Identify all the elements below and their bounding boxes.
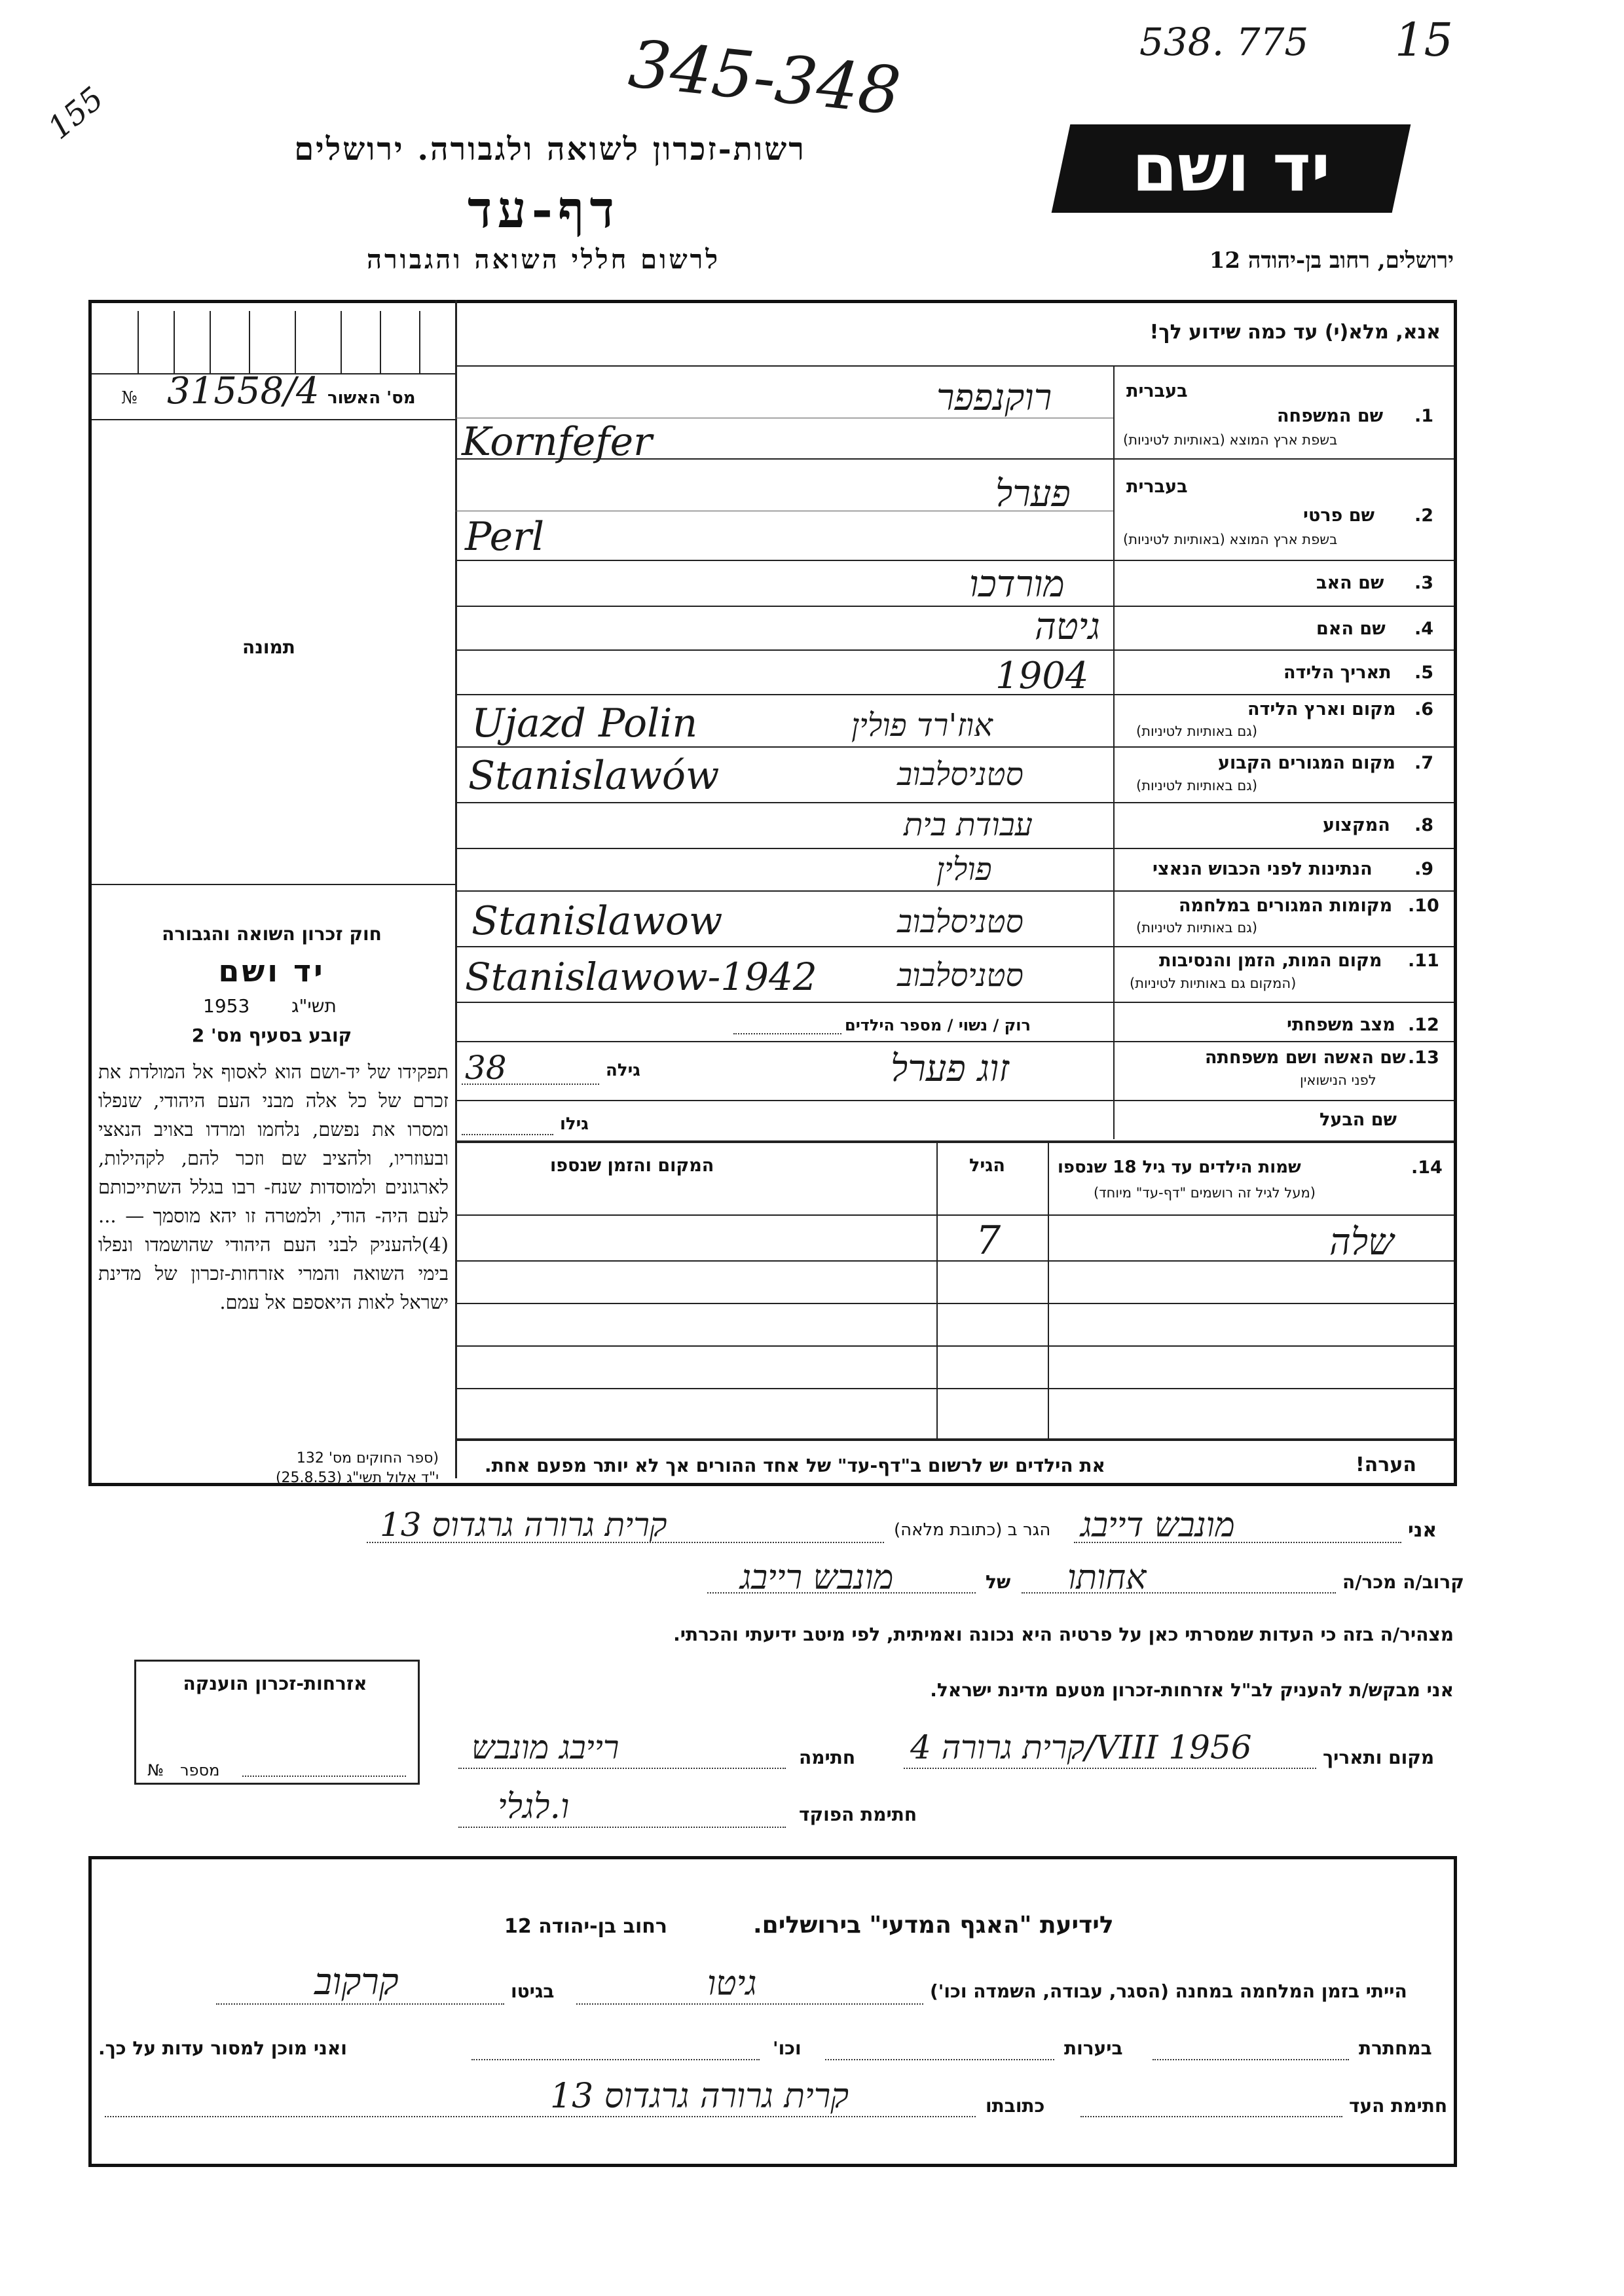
field-8-num: 8. bbox=[1414, 815, 1434, 835]
field-11-label: מקום המות, הזמן והנסיבות bbox=[1159, 951, 1382, 971]
field-10-num: 10. bbox=[1408, 896, 1439, 916]
field-1-heb-value: רוקנפפר bbox=[936, 376, 1052, 419]
field-4-label: שם האם bbox=[1316, 619, 1386, 639]
children-col-place: המקום והזמן שנספו bbox=[550, 1156, 714, 1176]
field-7-latin-value: Stanislawów bbox=[468, 753, 720, 799]
decl-relative-label: קרוב/ה מכר/ה bbox=[1342, 1571, 1464, 1593]
field-1-heb-tag: בעברית bbox=[1126, 381, 1188, 401]
field-5-num: 5. bbox=[1414, 663, 1434, 683]
field-11-latin-value: Stanislawow-1942 bbox=[465, 955, 817, 999]
info-line2-etc: וכו' bbox=[773, 2037, 802, 2059]
corner-page-mark: 15 bbox=[1395, 13, 1454, 67]
field-12-label: מצב משפחתי bbox=[1287, 1015, 1395, 1035]
note-text: את הילדים יש לרשום ב"דף-עד" של אחד ההורים אך לא יותר מפעם אחת. bbox=[485, 1455, 1105, 1476]
info-line1-label: הייתי בזמן המלחמה במחנה (הסגר, עבודה, השמדה וכו') bbox=[930, 1980, 1407, 2002]
husband-label: שם הבעל bbox=[1320, 1110, 1397, 1130]
field-6-value: אוז'רד פולין bbox=[851, 707, 993, 744]
decl-i-label: אני bbox=[1408, 1519, 1437, 1542]
info-address: רחוב בן-יהודה 12 bbox=[504, 1915, 667, 1938]
field-10-sub: (גם באותיות לטיניות) bbox=[1136, 920, 1258, 936]
left-margin-mark: 155 bbox=[41, 80, 111, 147]
field-11-sub: (המקום גם באותיות לטיניות) bbox=[1130, 975, 1297, 991]
info-title: לידיעת "האגף המדעי" בירושלים. bbox=[753, 1912, 1114, 1939]
field-5-label: תאריך הלידה bbox=[1283, 663, 1392, 683]
approval-number: 31558/4 bbox=[167, 370, 320, 412]
field-3-label: שם האב bbox=[1316, 573, 1384, 593]
decl-official-value: ו.לגלי bbox=[498, 1787, 570, 1827]
child-1-name: שלה bbox=[1329, 1221, 1394, 1264]
field-9-num: 9. bbox=[1414, 859, 1434, 879]
field-5-value: 1904 bbox=[995, 655, 1089, 697]
info-line1-value: גיטו bbox=[707, 1964, 757, 2003]
field-7-sub: (גם באותיות לטיניות) bbox=[1136, 778, 1258, 793]
field-11-num: 11. bbox=[1408, 951, 1439, 971]
citizenship-num-label: מספר bbox=[180, 1761, 220, 1779]
field-13-sub: לפני הנישואין bbox=[1300, 1072, 1376, 1088]
children-sub: (מעל לגיל זה רושמים "דף-עד" מיוחד) bbox=[1094, 1185, 1316, 1201]
decl-place-date-label: מקום ותאריך bbox=[1323, 1747, 1435, 1768]
field-1-latin-value: Kornfefer bbox=[462, 419, 652, 465]
field-2-heb-tag: בעברית bbox=[1126, 477, 1188, 497]
field-6-num: 6. bbox=[1414, 699, 1434, 720]
field-1-sub: בשפת ארץ המוצא (באותיות לטיניות) bbox=[1123, 432, 1338, 448]
form-subtitle: לרשום חללי השואה והגבורה bbox=[366, 244, 721, 275]
form-title: דף-עד bbox=[468, 180, 619, 240]
law-body: תפקידו של יד-ושם הוא לאסוף אל המולדת את זכרם של כל אלה מבני העם היהודי, שנפלו ומסרו את נפשם, נלחמו ומרדו באויב הנאצי ובעוזריו, ולהציב שם וזכר להם, לקהילות, לארגונים ולמוסדות שנח- רבו בגלל השתייכותם לעם היה- הודי, ולמטרה זו יהא מוסמך — ...(4)להעניק לבני העם היהודי שהושמדו ונפלו בימי השואה והמרי אזרחות-זכרון של מדינת ישראל לאות היאספם אל עמם. bbox=[98, 1061, 449, 1313]
info-ghetto-label: בגיטו bbox=[511, 1980, 555, 2002]
decl-signature-label: חתימה bbox=[799, 1747, 856, 1768]
field-7-num: 7. bbox=[1414, 753, 1434, 773]
field-2-heb-value: פערל bbox=[995, 473, 1071, 515]
field-13-num: 13. bbox=[1408, 1048, 1439, 1068]
husband-age-label: גילו bbox=[560, 1114, 589, 1134]
logo-text: יד ושם bbox=[1132, 130, 1331, 206]
field-4-value: גיטה bbox=[1035, 606, 1100, 648]
decl-signature-value: רייבג מונבש bbox=[471, 1728, 619, 1766]
decl-statement: מצהיר/ה בזה כי העדות שמסרתי כאן על פרטיה היא נכונה ואמיתית, לפי מיטב ידיעתי והכרתי. bbox=[673, 1624, 1454, 1645]
info-address-label: כתובתו bbox=[986, 2095, 1045, 2117]
field-6-latin-value: Ujazd Polin bbox=[471, 701, 698, 746]
info-line2-forests: ביערות bbox=[1064, 2037, 1123, 2059]
field-11-value: סטניסלבוב bbox=[897, 957, 1024, 994]
field-10-value: סטניסלבוב bbox=[897, 903, 1024, 940]
child-1-age: 7 bbox=[976, 1218, 1001, 1264]
field-12-options: רוק / נשוי / מספר הילדים bbox=[845, 1016, 1031, 1034]
approval-label: מס' האשור bbox=[327, 388, 416, 408]
org-line: רשות-זכרון לשואה ולגבורה. ירושלים bbox=[294, 131, 806, 168]
children-col-age: הגיל bbox=[969, 1156, 1005, 1176]
children-num: 14. bbox=[1411, 1157, 1443, 1178]
law-clause: קובע בסעיף מס' 2 bbox=[191, 1025, 352, 1046]
children-label: שמות הילדים עד גיל 18 שנספו bbox=[1058, 1157, 1301, 1177]
field-7-label: מקום המגורים הקבוע bbox=[1218, 753, 1395, 773]
field-7-value: סטניסלבוב bbox=[897, 756, 1024, 793]
field-6-sub: (גם באותיות לטיניות) bbox=[1136, 723, 1258, 739]
field-2-sub: בשפת ארץ המוצא (באותיות לטיניות) bbox=[1123, 532, 1338, 547]
citizenship-num-sign: № bbox=[147, 1761, 164, 1779]
field-2-label: שם פרטי bbox=[1303, 505, 1375, 526]
decl-relative-value: אחותו bbox=[1067, 1558, 1147, 1597]
field-12-num: 12. bbox=[1408, 1015, 1439, 1035]
approval-no-sign: № bbox=[121, 388, 138, 408]
decl-official-label: חתימת הפוקד bbox=[799, 1804, 917, 1825]
field-8-label: המקצוע bbox=[1323, 815, 1390, 835]
field-9-value: פולין bbox=[936, 851, 992, 888]
decl-of-value: מונבש רייבג bbox=[740, 1558, 894, 1597]
field-13-age-value: 38 bbox=[465, 1049, 507, 1087]
decl-of-label: של bbox=[986, 1571, 1011, 1593]
intro-text: אנא, מלא(י) עד כמה שידוע לך! bbox=[1149, 321, 1441, 344]
decl-request: אני מבקש/ת להעניק לב"ל אזרחות-זכרון מטעם מדינת ישראל. bbox=[930, 1679, 1454, 1701]
decl-i-value: מונבש דייבג bbox=[1080, 1506, 1235, 1545]
note-label: הערה! bbox=[1356, 1453, 1416, 1476]
info-witness-label: חתימת העד bbox=[1349, 2095, 1448, 2117]
citizenship-title: אזרחות-זכרון הוענקה bbox=[183, 1673, 367, 1694]
law-title: חוק זכרון השואה והגבורה bbox=[162, 923, 382, 945]
field-10-latin-value: Stanislawow bbox=[471, 898, 723, 944]
field-3-num: 3. bbox=[1414, 573, 1434, 593]
field-13-label: שם האשה ושם משפחתה bbox=[1205, 1048, 1406, 1068]
corner-ref-mark: 538. 775 bbox=[1139, 20, 1309, 64]
field-1-num: 1. bbox=[1414, 406, 1434, 426]
law-source: (ספר החוקים מס' 132 bbox=[296, 1450, 439, 1467]
law-year-heb: תשי"ג bbox=[291, 995, 337, 1017]
field-9-label: הנתינות לפני הכבוש הנאצי bbox=[1153, 859, 1373, 879]
info-ghetto-value: קרקוב bbox=[314, 1961, 399, 2003]
field-4-num: 4. bbox=[1414, 619, 1434, 639]
header-address: ירושלים, רחוב בן-יהודה 12 bbox=[1209, 247, 1454, 274]
field-6-label: מקום וארץ הלידה bbox=[1247, 699, 1396, 720]
photo-label: תמונה bbox=[242, 636, 295, 658]
decl-place-date-value: קרית גרורה 4/VIII 1956 bbox=[910, 1728, 1252, 1766]
law-source-date: י"ד אלול תשי"ג (25.8.53) bbox=[275, 1470, 439, 1486]
top-number-mark: 345-348 bbox=[625, 25, 904, 130]
info-line2-ready: ואני מוכן למסור עדות על כך. bbox=[98, 2037, 347, 2059]
decl-address: קרית גרורה גרגדוס 13 bbox=[380, 1506, 667, 1544]
field-13-age-label: גילה bbox=[606, 1061, 640, 1080]
field-13-value: זוג פערל bbox=[891, 1048, 1009, 1090]
field-3-value: מורדכו bbox=[969, 563, 1065, 606]
info-line2-underground: במחתרת bbox=[1359, 2037, 1432, 2059]
decl-resides: הגר ב (כתובת מלאה) bbox=[894, 1520, 1051, 1540]
field-1-label: שם המשפחה bbox=[1277, 406, 1384, 426]
info-address-value: קרית גרורה גרגדוס 13 bbox=[550, 2077, 849, 2116]
law-org: יד ושם bbox=[218, 953, 325, 989]
field-2-num: 2. bbox=[1414, 505, 1434, 526]
field-8-value: עבודת בית bbox=[904, 807, 1033, 843]
law-year: 1953 bbox=[203, 995, 250, 1017]
field-10-label: מקומות המגורים במלחמה bbox=[1179, 896, 1393, 916]
field-2-latin-value: Perl bbox=[465, 514, 545, 560]
